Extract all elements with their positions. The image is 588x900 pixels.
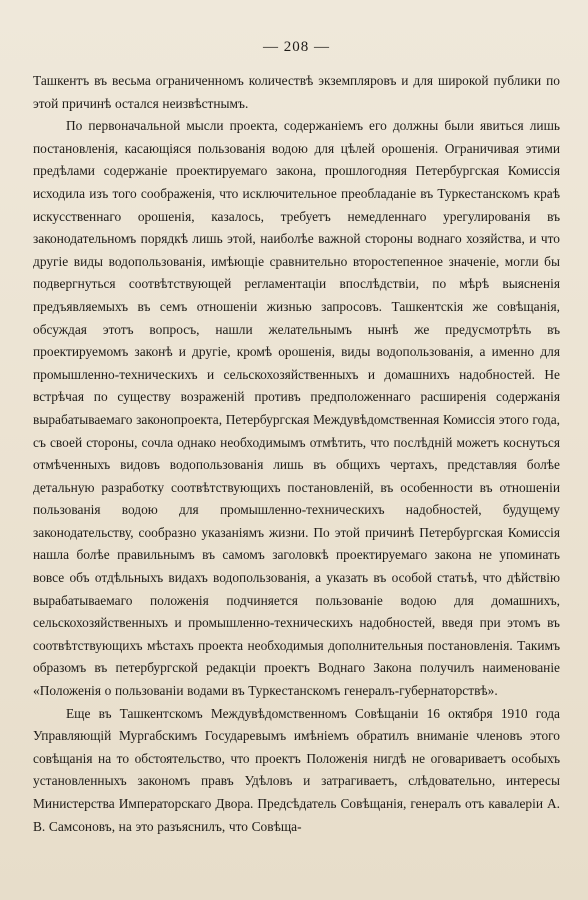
paragraph-tashkent-meeting: Еще въ Ташкентскомъ Междувѣдомственномъ Совѣщанiи 16 октября 1910 года Управляющiй Мургабскимъ Государевымъ имѣнiемъ обратилъ вниманiе членовъ этого совѣщанiя на то обстоятельство, что проектъ Положенiя нигдѣ не оговариваетъ особыхъ установленныхъ закономъ правъ Удѣловъ и затрагиваетъ, слѣдовательно, интересы Министерства Императорскаго Двора. Предсѣдатель Совѣщанiя, генералъ отъ кавалерiи А. В. Самсоновъ, на это разъяснилъ, что Совѣща- <box>33 705 560 834</box>
paragraph-project-scope: По первоначальной мысли проекта, содержанiемъ его должны были явиться лишь постановленiя, касающiяся пользованiя водою для цѣлей орошенiя. Ограничивая этими предѣлами содержанiе проектируемаго закона, прошлогодняя Петербургская Комиссiя исходила изъ того соображенiя, что исключительное преобладанiе въ Туркестанскомъ краѣ искусственнаго орошенiя, казалось, требуетъ немедленнаго урегулированiя въ законодательномъ порядкѣ лишь этой, наиболѣе важной стороны воднаго хозяйства, и что другiе виды водопользованiя, имѣющiе сравнительно второстепенное значенiе, могли бы подвергнуться соотвѣтствующей регламентацiи впослѣдствiи, по мѣрѣ выясненiя предъявляемыхъ въ семъ отношенiи жизнью запросовъ. Ташкентскiя же совѣщанiя, обсуждая этотъ вопросъ, нашли желательнымъ нынѣ же предусмотрѣть въ проектируемомъ законѣ и другiе, кромѣ орошенiя, виды водопользованiя, а именно для промышленно-техническихъ и сельскохозяйственныхъ и домашнихъ надобностей. Не встрѣчая по существу возраженiй противъ предположеннаго расширенiя содержанiя вырабатываемаго законопроекта, Петербургская Междувѣдомственная Комиссiя этого года, съ своей стороны, сочла однако необходимымъ отмѣтить, что послѣднiй можетъ коснуться отмѣченныхъ видовъ водопользованiя лишь въ общихъ чертахъ, представляя болѣе детальную разработку соотвѣтствующихъ постановленiй, въ особенности въ отношенiи пользованiя водою для промышленно-техническихъ надобностей, будущему законодательству, сообразно указанiямъ жизни. По этой причинѣ Петербургская Комиссiя нашла болѣе правильнымъ въ самомъ заголовкѣ проектируемаго закона не упоминать вовсе объ отдѣльныхъ видахъ водопользованiя, а указать въ особой статьѣ, что дѣйствiю вырабатываемаго положенiя подчиняется пользованiе водою для домашнихъ, сельскохозяйственныхъ и промышленно-техническихъ надобностей, введя при этомъ въ соотвѣтствующихъ мѣстахъ проекта необходимыя дополнительныя постановленiя. Такимъ образомъ въ петербургской редакцiи проектъ Воднаго Закона получилъ наименованiе «Положенiя о пользованiи водами въ Туркестанскомъ генералъ-губернаторствѣ». <box>33 118 560 699</box>
paragraph-continuation: Ташкентъ въ весьма ограниченномъ количествѣ экземпляровъ и для широкой публики по этой причинѣ остался неизвѣстнымъ. <box>33 73 560 111</box>
body-text <box>33 70 560 838</box>
page-number: — 208 — <box>263 39 330 55</box>
